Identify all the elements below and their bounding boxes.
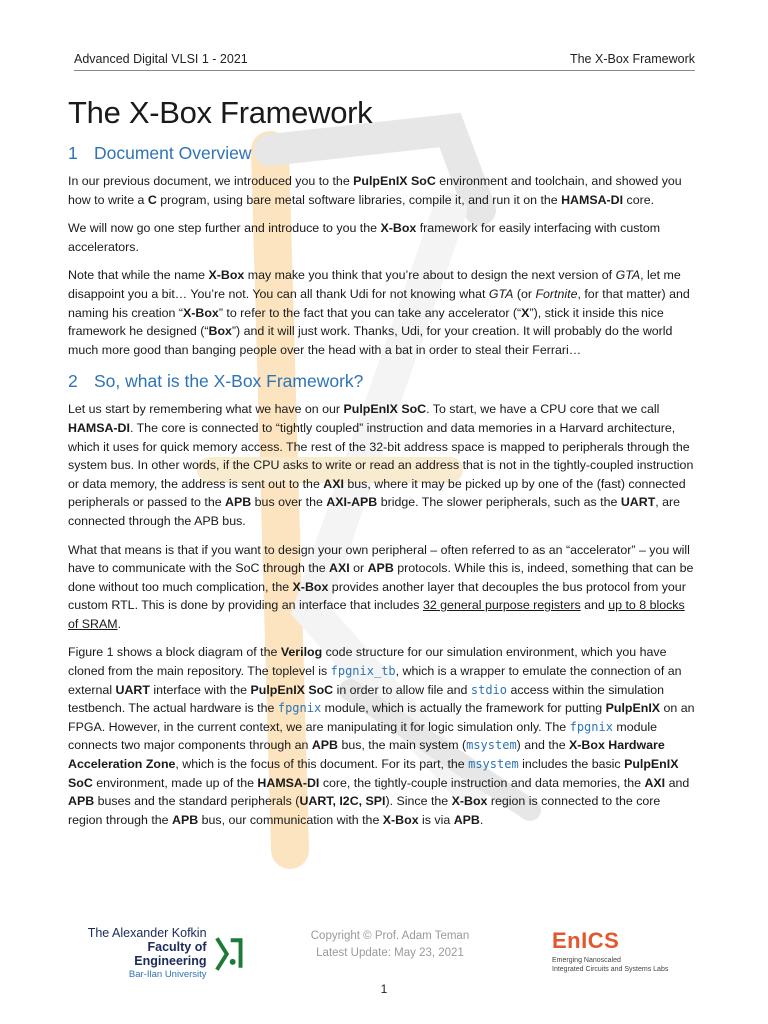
faculty-line-1: The Alexander Kofkin (87, 926, 207, 940)
faculty-branding (74, 926, 244, 982)
paragraph: Figure 1 shows a block diagram of the Verilog code structure for our simulation environment, which you have cloned from the main repository. The toplevel is fpgnix_tb, which is a wrapper to emulate the connection of an external UART interface with the PulpEnIX SoC in order to allow file and stdio access within the simulation testbench. The actual hardware is the fpgnix module, which is actually the framework for putting PulpEnIX on an FPGA. However, in the current context, we are manipulating it for logic simulation only. The fpgnix module connects two major components through an APB bus, the main system (msystem) and the X-Box Hardware Acceleration Zone, which is the focus of this document. For its part, the msystem includes the basic PulpEnIX SoC environment, made up of the HAMSA-DI core, the tightly-couple instruction and data memories, the AXI and APB buses and the standard peripherals (UART, I2C, SPI). Since the X-Box region is connected to the core region through the APB bus, our communication with the X-Box is via APB. (68, 645, 695, 827)
enics-logo-icon: EnICS (552, 928, 620, 953)
faculty-line-2: Faculty of Engineering (134, 940, 207, 968)
document-body (68, 95, 696, 839)
copyright-text: Copyright © Prof. Adam Teman (310, 930, 470, 942)
section-number: 2 (68, 371, 78, 392)
section-title: Document Overview (94, 143, 252, 163)
header-doc-title: The X-Box Framework (569, 52, 695, 66)
enics-branding (552, 928, 712, 974)
header-course: Advanced Digital VLSI 1 - 2021 (74, 52, 248, 66)
section-number: 1 (68, 143, 78, 163)
paragraph: Let us start by remembering what we have on our PulpEnIX SoC. To start, we have a CPU core that we call HAMSA-DI. The core is connected to “tightly coupled” instruction and data memories in a Harvard architecture, which it uses for quick memory access. The rest of the 32-bit address space is mapped to peripherals through the system bus. In other words, if the CPU asks to write or read an address that is not in the tightly-coupled instruction or data memory, the address is sent out to the AXI bus, where it may be picked up by one of the (fast) connected peripherals or passed to the APB bus over the AXI-APB bridge. The slower peripherals, such as the UART, are connected through the APB bus. (68, 402, 694, 528)
section-heading-1 (68, 143, 696, 164)
paragraph: We will now go one step further and introduce to you the X-Box framework for easily interfacing with custom accelerators. (68, 221, 661, 254)
faculty-text (74, 926, 207, 982)
latest-update: Latest Update: May 23, 2021 (316, 947, 464, 959)
paragraph: In our previous document, we introduced you to the PulpEnIX SoC environment and toolchain, and showed you how to write a C program, using bare metal software libraries, compile it, and run it on the HAMSA-DI core. (68, 174, 682, 207)
bar-ilan-faculty-logo-icon (213, 932, 244, 976)
copyright-block (290, 928, 490, 962)
section-title: So, what is the X-Box Framework? (94, 371, 364, 392)
document-title: The X-Box Framework (68, 95, 373, 130)
paragraph: Note that while the name X-Box may make you think that you’re about to design the next version of GTA, let me disappoint you a bit… You’re not. You can all thank Udi for not knowing what GTA (or Fortnite, for that matter) and naming his creation “X-Box” to refer to the fact that you can take any accelerator (“X”), stick it inside this nice framework he designed (“Box”) and it will just work. Thanks, Udi, for your creation. It will probably do the world much more good than banging people over the head with a bat in order to steal their Ferrari… (68, 268, 690, 357)
section-heading-2 (68, 371, 696, 392)
faculty-line-3: Bar-Ilan University (128, 969, 207, 980)
page-header (74, 52, 695, 71)
paragraph: What that means is that if you want to design your own peripheral – often referred to as an “accelerator” – you will have to communicate with the SoC through the AXI or APB protocols. While this is, indeed, something that can be done without too much complication, the X-Box provides another layer that decouples the bus protocol from your custom RTL. This is done by providing an interface that includes 32 general purpose registers and up to 8 blocks of SRAM. (68, 542, 694, 631)
enics-subtitle: Emerging Nanoscaled Integrated Circuits and Systems Labs (552, 957, 669, 973)
page-number: 1 (380, 982, 388, 996)
